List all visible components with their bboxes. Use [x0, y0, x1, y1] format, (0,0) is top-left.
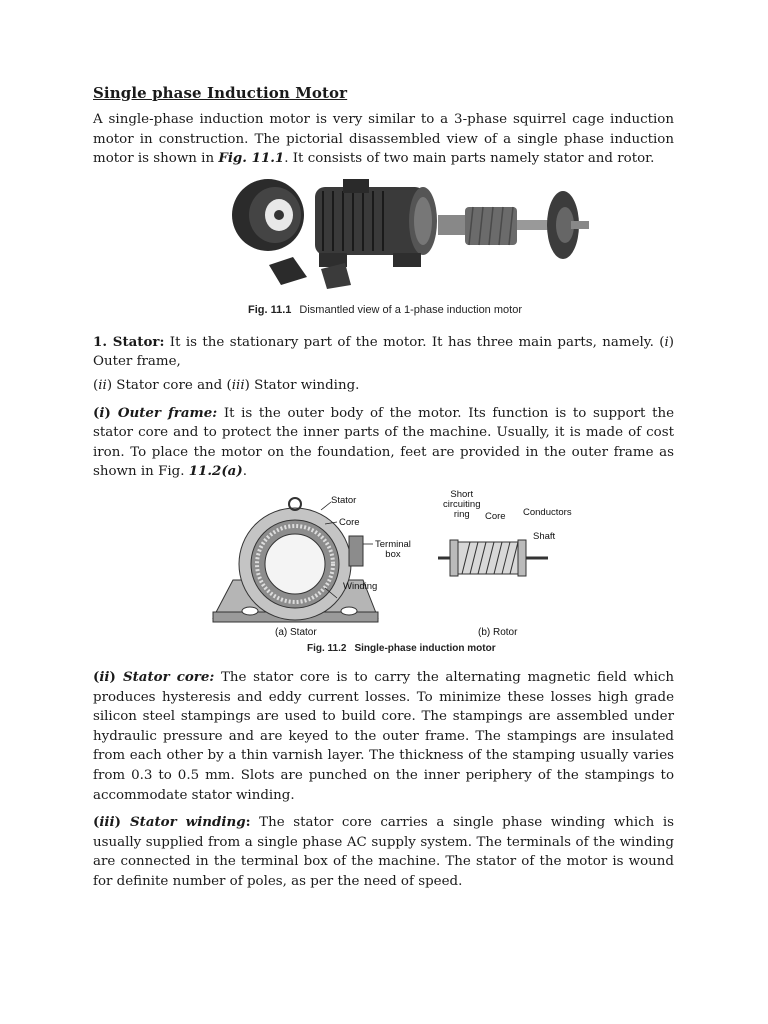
stator-core-text: The stator core is to carry the alternating magnetic field which produces hysteresis and eddy current losses. To minimize these losses high grade silicon steel stampings are used to build core. The stampings are assembled under hydraulic pressure and are keyed to the outer frame. The stampings are insulated from each other by a thin varnish layer. The thickness of the stamping usually varies from 0.3 to 0.5 mm. Slots are punched on the inner periphery of the stampings to accommodate stator winding.: [93, 669, 674, 803]
section-heading: 1. Stator:: [93, 333, 165, 350]
figure-11-1: [93, 177, 674, 325]
figure-number: Fig. 11.1: [248, 303, 292, 316]
figure-number: Fig. 11.2: [307, 642, 347, 654]
figure-caption: [248, 304, 522, 316]
outer-frame-text-end: .: [242, 464, 247, 480]
fig-reference: 11.2(a): [188, 463, 243, 480]
document-page: [93, 84, 674, 899]
subcaption-stator: (a) Stator: [275, 626, 317, 638]
figure-caption-text: Single-phase induction motor: [354, 642, 496, 654]
label-shaft: Shaft: [533, 530, 556, 542]
subcaption-rotor: (b) Rotor: [478, 626, 518, 638]
subsection-heading: Stator core:: [122, 668, 215, 685]
stator-diagram: [213, 494, 383, 629]
subsection-heading: Outer frame:: [117, 404, 218, 421]
label-short-circuiting-ring: Short circuiting ring: [443, 488, 481, 520]
stator-text: It is the stationary part of the motor. It has three main parts, namely. (: [164, 334, 665, 350]
heading-colon: :: [245, 814, 251, 831]
roman-i: i: [664, 334, 669, 350]
roman-label: i: [99, 404, 105, 421]
rotor-diagram: [438, 520, 548, 600]
stator-winding-text: The stator core carries a single phase winding which is usually supplied from a single phase AC supply system. The terminals of the winding are connected in the terminal box of the machine. The stator of the motor is wound for definite number of poles, as per the need of speed.: [93, 815, 675, 889]
roman-label: ii: [99, 668, 110, 685]
label-core: Core: [339, 516, 360, 528]
dismantled-motor-illustration: [93, 177, 674, 297]
figure-caption: [307, 643, 504, 654]
stator-core-paragraph: (ii) Stator core: The stator core is to carry the alternating magnetic field which produces hysteresis and eddy current losses. To minimize these losses high grade silicon steel stampings are used to build core. The stampings are assembled under hydraulic pressure and are keyed to the outer frame. The stampings are insulated from each other by a thin varnish layer. The thickness of the stamping usually varies from 0.3 to 0.5 mm. Slots are punched on the inner periphery of the stampings to accommodate stator winding.: [93, 668, 674, 803]
outer-frame-text: It is the outer body of the motor. Its function is to support the stator core and to protect the inner parts of the machine. Usually, it is made of cost iron. To place the motor on the foundation, feet are provided in the outer frame as shown in Fig.: [93, 405, 675, 480]
label-conductors: Conductors: [523, 506, 572, 518]
stator-parts-line: (ii) Stator core and (iii) Stator winding.: [93, 377, 360, 393]
roman-label: iii: [99, 814, 115, 831]
figure-caption-text: Dismantled view of a 1-phase induction motor: [299, 303, 522, 316]
figure-11-2: [93, 490, 674, 660]
stator-parts-text-end: ) Stator winding.: [244, 377, 360, 393]
stator-paragraph: [93, 333, 674, 372]
intro-paragraph: [93, 110, 674, 169]
label-terminal-box: Terminal box: [375, 538, 411, 560]
stator-text-end: ) Outer frame,: [93, 334, 674, 370]
label-stator: Stator: [331, 494, 357, 506]
fig-reference: Fig. 11.1: [218, 150, 285, 167]
intro-text-end: . It consists of two main parts namely stator and rotor.: [284, 151, 655, 167]
roman-iii: iii: [231, 377, 245, 393]
stator-parts-text: ) Stator core and (: [106, 377, 232, 393]
outer-frame-paragraph: (i) Outer frame: It is the outer body of the motor. Its function is to support the stator core and to protect the inner parts of the machine. Usually, it is made of cost iron. To place the motor on the foundation, feet are provided in the outer frame as shown in Fig. 11.2(a).: [93, 404, 675, 480]
stator-winding-paragraph: (iii) Stator winding: The stator core carries a single phase winding which is usually supplied from a single phase AC supply system. The terminals of the winding are connected in the terminal box of the machine. The stator of the motor is wound for definite number of poles, as per the need of speed.: [93, 814, 675, 889]
roman-ii: ii: [98, 377, 107, 393]
page-title: Single phase Induction Motor: [93, 84, 348, 102]
label-rotor-core: Core: [485, 510, 506, 522]
subsection-heading: Stator winding: [129, 814, 246, 831]
label-winding: Winding: [343, 580, 378, 592]
intro-text: A single-phase induction motor is very similar to a 3-phase squirrel cage induction motor in construction. The pictorial disassembled view of a single phase induction motor is shown in: [93, 112, 674, 167]
